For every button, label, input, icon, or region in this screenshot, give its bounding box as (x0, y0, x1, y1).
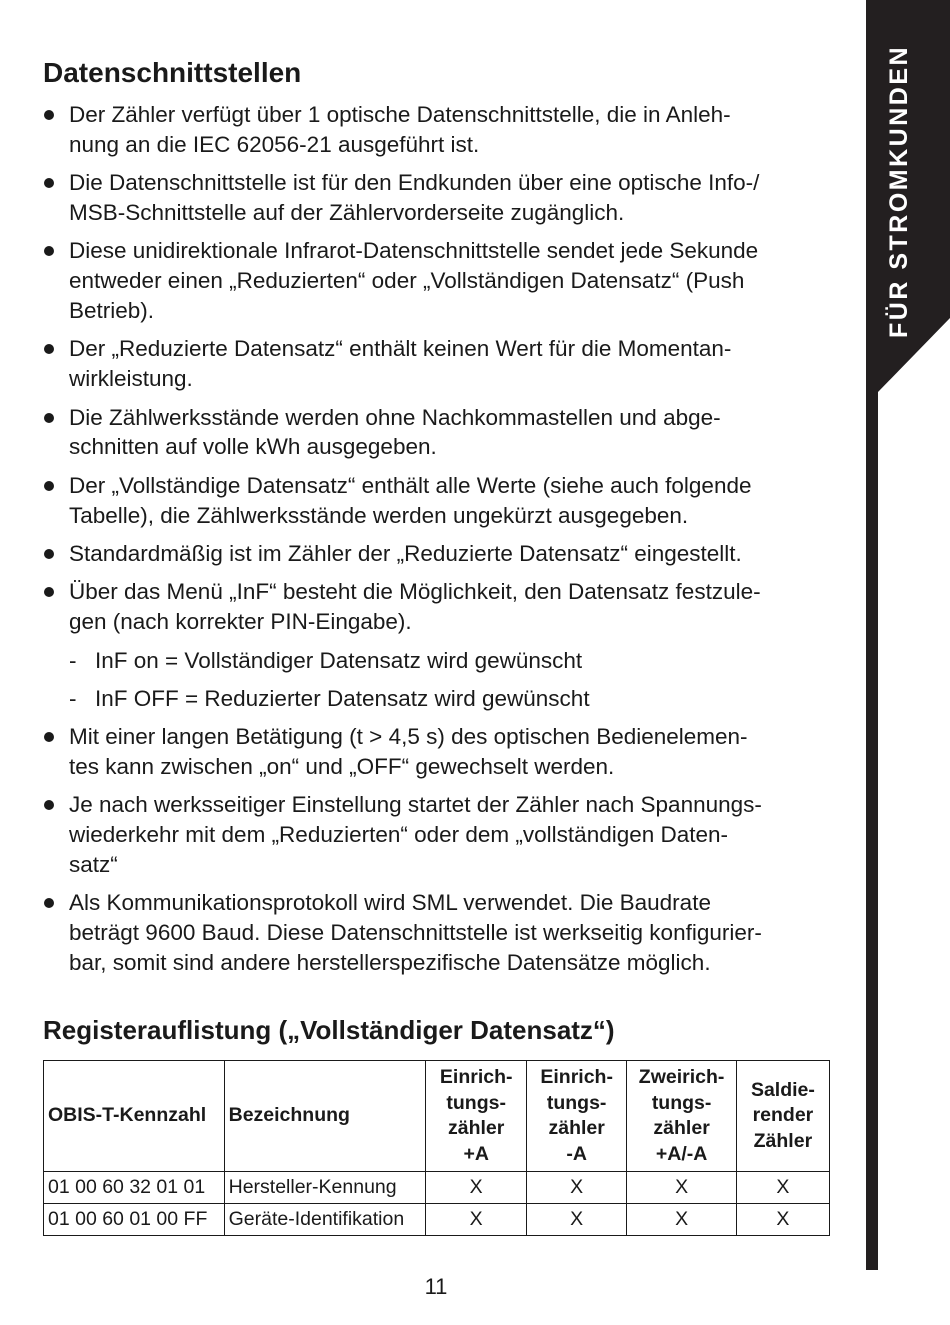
description-cell: Hersteller-Kennung (224, 1172, 426, 1204)
list-item-line: Die Zählwerksstände werden ohne Nachkommastellen und abge- (69, 404, 721, 430)
dash-marker: - (69, 685, 77, 711)
list-item-line: schnitten auf volle kWh ausgegeben. (69, 434, 437, 460)
dash-marker: - (69, 647, 77, 673)
column-header (426, 1061, 526, 1172)
column-header-line: Saldie- (750, 1078, 815, 1101)
column-header-line: tungs- (546, 1091, 607, 1114)
table-row (44, 1172, 830, 1204)
list-item (43, 577, 843, 637)
list-item-line: Über das Menü „InF“ besteht die Möglichkeit, den Datensatz festzule- (69, 579, 761, 605)
register-table (43, 1060, 830, 1236)
section-title: Datenschnittstellen (43, 57, 302, 88)
list-item-line: wiederkehr mit dem „Reduzierten“ oder dem „vollständigen Daten- (69, 822, 729, 848)
list-item-line: Tabelle), die Zählwerksstände werden ungekürzt ausgegeben. (69, 502, 689, 528)
register-mark-cell: X (627, 1172, 736, 1204)
table-title: Registerauflistung („Vollständiger Datensatz“) (43, 1015, 615, 1045)
side-tab-stripe (866, 392, 878, 1270)
register-mark-cell: X (526, 1204, 626, 1236)
register-mark-cell: X (627, 1204, 736, 1236)
page-number: 11 (424, 1274, 448, 1299)
column-header (44, 1061, 225, 1172)
table-row (44, 1204, 830, 1236)
register-mark-cell: X (426, 1172, 526, 1204)
list-item (43, 722, 843, 782)
register-mark-cell: X (736, 1172, 829, 1204)
list-item (43, 471, 843, 531)
list-item (43, 334, 843, 394)
list-item-line: Die Datenschnittstelle ist für den Endkunden über eine optische Info-/ (69, 170, 760, 196)
column-header (627, 1061, 736, 1172)
column-header-line: -A (566, 1142, 587, 1165)
list-item (43, 403, 843, 463)
list-item (43, 168, 843, 228)
list-item-line: Der Zähler verfügt über 1 optische Datenschnittstelle, die in Anleh- (69, 102, 731, 127)
list-item-line: MSB-Schnittstelle auf der Zählervorderseite zugänglich. (69, 199, 625, 225)
column-header-line: zähler (548, 1117, 605, 1139)
list-item-line: bar, somit sind andere herstellerspezifische Datensätze möglich. (69, 950, 711, 976)
list-item-line: nung an die IEC 62056-21 ausgeführt ist. (69, 131, 480, 157)
register-mark-cell: X (426, 1204, 526, 1236)
column-header (736, 1061, 829, 1172)
column-header-line: +A (463, 1142, 489, 1165)
list-item-line: InF OFF = Reduzierter Datensatz wird gewünscht (95, 685, 590, 711)
column-header-line: render (752, 1104, 814, 1127)
column-header-line: OBIS-T-Kennzahl (48, 1104, 207, 1127)
obis-code-cell: 01 00 60 01 00 FF (44, 1204, 225, 1236)
column-header-line: zähler (653, 1117, 710, 1139)
column-header-line: tungs- (446, 1091, 506, 1114)
sub-list-item (43, 684, 843, 714)
list-item-line: Betrieb). (69, 297, 155, 323)
sub-list-item (43, 646, 843, 676)
bullet-list (43, 100, 843, 986)
list-item-line: Als Kommunikationsprotokoll wird SML verwendet. Die Baudrate (69, 890, 711, 916)
table-body (44, 1172, 830, 1236)
list-item (43, 236, 843, 325)
side-tab-label: FÜR STROMKUNDEN (885, 44, 913, 338)
list-item-line: Je nach werksseitiger Einstellung startet der Zähler nach Spannungs- (69, 792, 762, 818)
column-header-line: +A/-A (655, 1142, 708, 1165)
table-header-row (44, 1061, 830, 1172)
list-item (43, 100, 843, 160)
list-item-line: gen (nach korrekter PIN-Eingabe). (69, 609, 412, 635)
column-header (224, 1061, 426, 1172)
column-header-line: zähler (448, 1117, 505, 1139)
column-header-line: Zweirich- (638, 1066, 725, 1088)
column-header-line: Zähler (753, 1129, 813, 1152)
list-item (43, 539, 843, 569)
column-header-line: Bezeichnung (228, 1104, 350, 1127)
list-item-line: InF on = Vollständiger Datensatz wird gewünscht (95, 647, 583, 673)
list-item-line: wirkleistung. (69, 366, 193, 392)
list-item-line: entweder einen „Reduzierten“ oder „Vollständigen Datensatz“ (Push (69, 268, 745, 294)
list-item-line: Der „Reduzierte Datensatz“ enthält keinen Wert für die Momentan- (69, 336, 732, 362)
list-item-line: Diese unidirektionale Infrarot-Datenschnittstelle sendet jede Sekunde (69, 238, 759, 264)
column-header-line: tungs- (651, 1091, 712, 1114)
list-item (43, 888, 843, 977)
description-cell: Geräte-Identifikation (224, 1204, 426, 1236)
register-mark-cell: X (736, 1204, 829, 1236)
obis-code-cell: 01 00 60 32 01 01 (44, 1172, 225, 1204)
list-item-line: Der „Vollständige Datensatz“ enthält alle Werte (siehe auch folgende (69, 472, 752, 498)
list-item-line: satz“ (69, 852, 118, 878)
list-item-line: Standardmäßig ist im Zähler der „Reduzierte Datensatz“ eingestellt. (69, 540, 742, 566)
list-item-line: beträgt 9600 Baud. Diese Datenschnittstelle ist werkseitig konfigurier- (69, 920, 762, 946)
column-header (526, 1061, 626, 1172)
list-item-line: tes kann zwischen „on“ und „OFF“ gewechselt werden. (69, 754, 615, 780)
column-header-line: Einrich- (540, 1066, 613, 1088)
column-header-line: Einrich- (439, 1066, 513, 1088)
list-item (43, 790, 843, 879)
register-mark-cell: X (526, 1172, 626, 1204)
list-item-line: Mit einer langen Betätigung (t > 4,5 s) des optischen Bedienelemen- (69, 724, 748, 750)
